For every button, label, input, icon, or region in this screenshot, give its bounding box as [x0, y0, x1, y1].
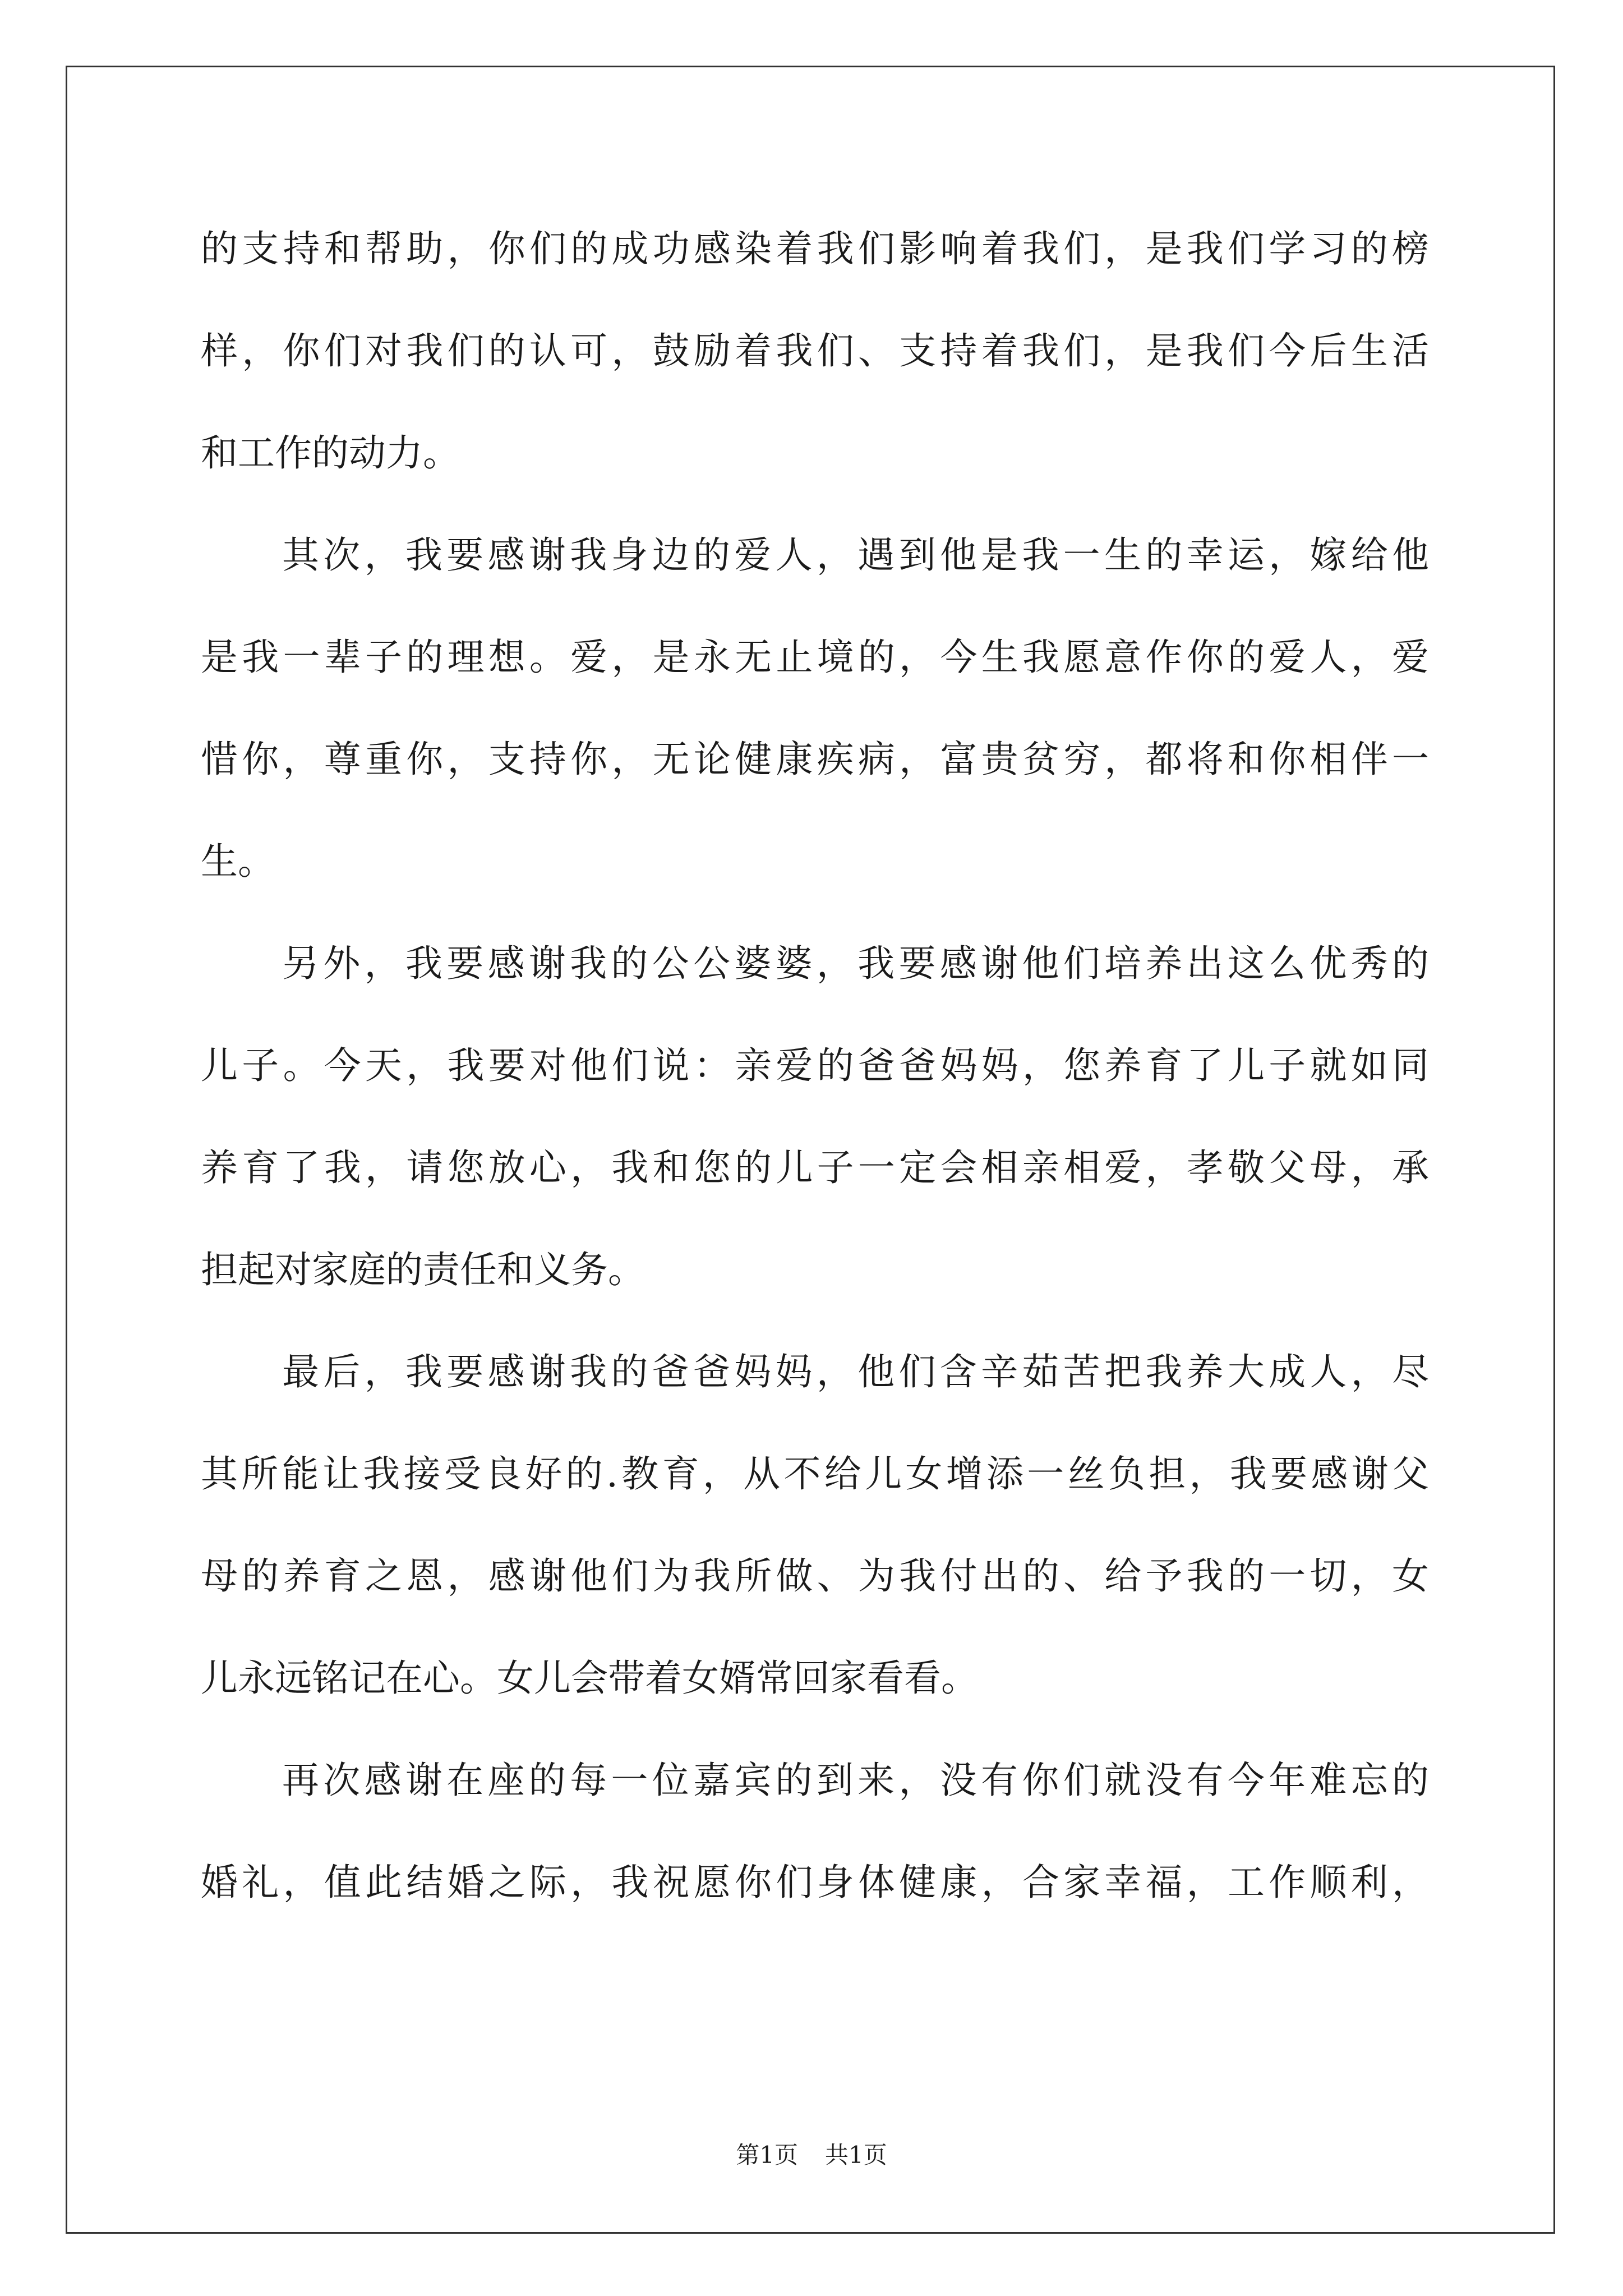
text-line: 其次，我要感谢我身边的爱人，遇到他是我一生的幸运，嫁给他	[282, 533, 1429, 577]
text-line: 养育了我，请您放心，我和您的儿子一定会相亲相爱，孝敬父母，承	[201, 1146, 1429, 1189]
text-line: 再次感谢在座的每一位嘉宾的到来，没有你们就没有今年难忘的	[282, 1759, 1429, 1802]
text-line: 的支持和帮助，你们的成功感染着我们影响着我们，是我们学习的榜	[201, 227, 1429, 270]
text-line: 最后，我要感谢我的爸爸妈妈，他们含辛茹苦把我养大成人，尽	[282, 1350, 1429, 1393]
text-line: 生。	[201, 840, 275, 883]
page-number: 第1页	[736, 2141, 798, 2169]
text-line: 另外，我要感谢我的公公婆婆，我要感谢他们培养出这么优秀的	[282, 942, 1429, 985]
text-line: 婚礼，值此结婚之际，我祝愿你们身体健康，合家幸福，工作顺利，	[201, 1861, 1429, 1904]
text-line: 和工作的动力。	[201, 431, 460, 475]
text-line: 样，你们对我们的认可，鼓励着我们、支持着我们，是我们今后生活	[201, 329, 1429, 372]
text-line: 其所能让我接受良好的.教育，从不给儿女增添一丝负担，我要感谢父	[201, 1452, 1429, 1496]
text-line: 担起对家庭的责任和义务。	[201, 1248, 645, 1291]
text-line: 惜你，尊重你，支持你，无论健康疾病，富贵贫穷，都将和你相伴一	[201, 738, 1429, 781]
text-line: 母的养育之恩，感谢他们为我所做、为我付出的、给予我的一切，女	[201, 1554, 1429, 1598]
page-footer	[0, 2141, 1623, 2169]
text-line: 儿永远铭记在心。女儿会带着女婿常回家看看。	[201, 1657, 978, 1700]
text-line: 是我一辈子的理想。爱，是永无止境的，今生我愿意作你的爱人，爱	[201, 636, 1429, 679]
page-total: 共1页	[825, 2141, 887, 2169]
text-line: 儿子。今天，我要对他们说：亲爱的爸爸妈妈，您养育了儿子就如同	[201, 1044, 1429, 1087]
